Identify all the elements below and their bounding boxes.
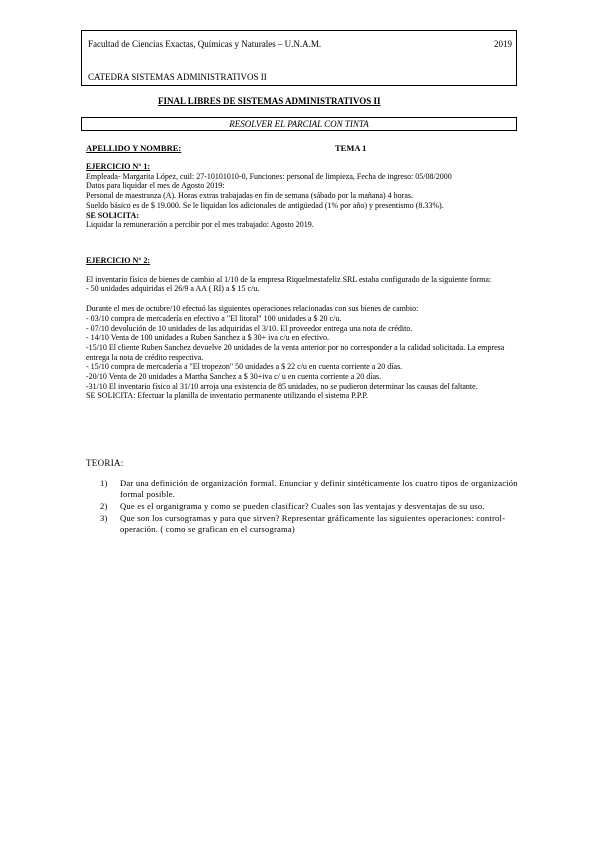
theory-item <box>100 478 520 500</box>
exercise-1-line: Personal de maestranza (A). Horas extras trabajadas en fin de semana (sábado por la mañana) 4 horas. <box>86 191 413 201</box>
exercise-2-operation: - 14/10 Venta de 100 unidades a Ruben Sanchez a $ 30+ iva c/u en efectivo. <box>86 333 329 343</box>
student-line <box>86 143 367 153</box>
exercise-1-line: Datos para liquidar el mes de Agosto 2019: <box>86 181 225 191</box>
exercise-2-operation: - 07/10 devolución de 10 unidades de las adquiridas el 3/10. El proveedor entrega una nota de crédito. <box>86 323 413 333</box>
exercise-1-title: EJERCICIO N° 1: <box>86 162 151 171</box>
exercise-1-request-text: Liquidar la remuneración a percibir por el mes trabajado: Agosto 2019. <box>86 220 314 230</box>
exercise-2-initial-stock: - 50 unidades adquiridas el 26/9 a AA ( RI) a $ 15 c/u. <box>86 284 260 294</box>
exercise-1-line: Empleada- Margarita López, cuil: 27-10101010-0, Funciones: personal de limpieza, Fecha de ingreso: 05/08/2000 <box>86 171 452 181</box>
exercise-1-request-label: SE SOLICITA: <box>86 210 139 220</box>
exercise-2-operation: - 03/10 compra de mercadería en efectivo a "El litoral" 100 unidades a $ 20 c/u. <box>86 313 342 323</box>
name-label: APELLIDO Y NOMBRE: <box>86 143 182 153</box>
header-box <box>81 30 517 86</box>
exercise-2-during: Durante el mes de octubre/10 efectuó las siguientes operaciones relacionadas con sus bienes de cambio: <box>86 304 419 314</box>
faculty-name: Facultad de Ciencias Exactas, Químicas y Naturales – U.N.A.M. <box>88 39 322 49</box>
exercise-1-line: Sueldo básico es de $ 19.000. Se le liquidan los adicionales de antigüedad (1% por año) y presentismo (8.33%). <box>86 200 444 210</box>
theory-item <box>100 501 520 512</box>
exercise-2 <box>86 256 516 401</box>
theory-item <box>100 513 520 535</box>
theory-item-number: 2) <box>100 501 108 511</box>
theory-item-number: 3) <box>100 513 108 523</box>
exercise-2-request: SE SOLICITA: Efectuar la planilla de inventario permanente utilizando el sistema P.P.P. <box>86 391 368 401</box>
exercise-2-title: EJERCICIO N° 2: <box>86 256 151 265</box>
exercise-2-operation: -15/10 El cliente Ruben Sanchez devuelve 20 unidades de la venta anterior por no corresponder a la calidad solicitada. La empresa entrega la nota de crédito respectiva. <box>86 342 505 362</box>
theory-title: TEORIA: <box>86 458 124 468</box>
instruction-box: RESOLVER EL PARCIAL CON TINTA <box>81 117 517 131</box>
theory-list <box>100 478 520 536</box>
theory-item-text: Que es el organigrama y como se pueden clasificar? Cuales son las ventajas y desventajas de su uso. <box>120 501 485 511</box>
tema-label: TEMA 1 <box>335 143 367 153</box>
exam-title: FINAL LIBRES DE SISTEMAS ADMINISTRATIVOS II <box>158 96 381 106</box>
exercise-2-operation: -31/10 El inventario físico al 31/10 arroja una existencia de 85 unidades, no se pudieron determinar las causas del faltante. <box>86 381 478 391</box>
year: 2019 <box>494 39 512 49</box>
theory-item-text: Que son los cursogramas y para que sirven? Representar gráficamente las siguientes operaciones: control- operación. ( como se grafican en el cursograma) <box>120 513 506 534</box>
theory-item-number: 1) <box>100 478 108 488</box>
exercise-1 <box>86 162 516 230</box>
theory-item-text: Dar una definición de organización formal. Enunciar y definir sintéticamente los cuatro tipos de organización formal posible. <box>120 478 518 499</box>
catedra-name: CATEDRA SISTEMAS ADMINISTRATIVOS II <box>88 72 267 82</box>
exercise-2-operation: - 15/10 compra de mercadería a "El tropezon" 50 unidades a $ 22 c/u en cuenta corriente a 20 días. <box>86 362 403 372</box>
exercise-2-intro: El inventario físico de bienes de cambio al 1/10 de la empresa Riquelmestafeliz SRL estaba configurado de la siguiente forma: <box>86 274 492 284</box>
exercise-2-operation: -20/10 Venta de 20 unidades a Martha Sanchez a $ 30+iva c/ u en cuenta corriente a 20 días. <box>86 372 382 382</box>
